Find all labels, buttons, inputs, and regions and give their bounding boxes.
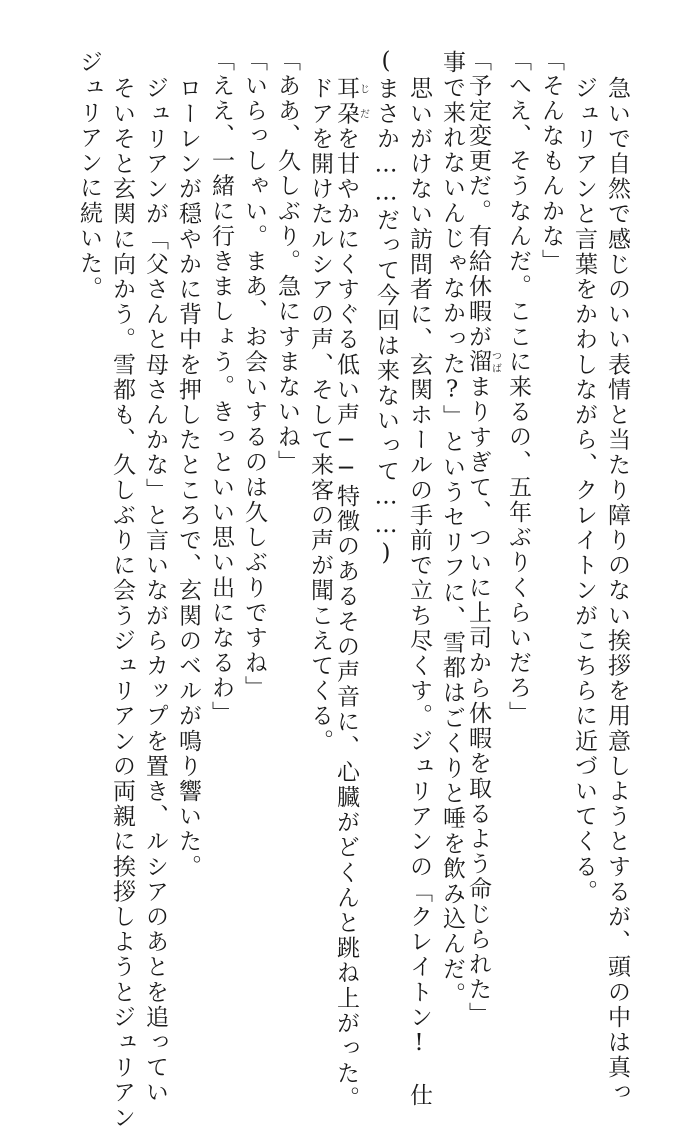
text-line-15: 「そんなもんかな」	[538, 48, 564, 274]
text-line-13	[465, 48, 501, 1027]
text-line-2: そいそと玄関に向かう。雪都も、久しぶりに会うジュリアンの両親に挨拶しようとジュリアン	[109, 76, 135, 1130]
text-line-4: ローレンが穏やかに背中を押したところで、玄関のベルが鳴り響いた。	[175, 76, 201, 880]
text-line-11: 思いがけない訪問者に、玄関ホールの手前で立ち尽くす。ジュリアンの「クレイトン! 仕	[406, 76, 432, 1109]
text-line-13-a: 「予定変更だ。有給休暇が	[465, 48, 491, 350]
text-line-13-b: まりすぎて、ついに上司から休暇を取るよう命じられた」	[465, 374, 491, 1027]
text-line-17: 急いで自然で感じのいい表情と当たり障りのない挨拶を用意しようとするが、頭の中は真っ	[604, 76, 630, 1106]
text-line-7: 「ああ、久しぶり。急にすまないね」	[274, 48, 300, 475]
text-line-14: 「へえ、そうなんだ。ここに来るの、五年ぶりくらいだろ」	[505, 48, 531, 726]
text-line-10: (まさか……だって今回は来ないって……)	[373, 48, 399, 568]
text-line-3: ジュリアンが「父さんと母さんかな」と言いながらカップを置き、ルシアのあとを追ってい	[142, 76, 168, 1106]
furigana-jida: じだ	[357, 76, 369, 127]
text-line-9	[333, 76, 369, 1112]
furigana-tsuba: つば	[489, 349, 501, 375]
text-line-1: ジュリアンに続いた。	[76, 50, 102, 301]
text-line-8: ドアを開けたルシアの声、そして来客の声が聞こえてくる。	[307, 76, 333, 754]
ruby-tsuba: 溜つば	[465, 349, 501, 375]
ruby-jida: 耳朶じだ	[333, 76, 369, 127]
text-line-9-rest: を甘やかにくすぐる低い声──特徴のあるその声音に、心臓がどくんと跳ね上がった。	[333, 126, 359, 1112]
text-line-12: 事で来れないんじゃなかった?」というセリフに、雪都はごくりと唾を飲み込んだ。	[439, 50, 465, 1007]
text-line-6: 「いらっしゃい。まあ、お会いするのは久しぶりですね」	[241, 48, 267, 701]
text-line-5: 「ええ、一緒に行きましょう。きっといい思い出になるわ」	[208, 48, 234, 726]
text-line-16: ジュリアンと言葉をかわしながら、クレイトンがこちらに近づいてくる。	[571, 76, 597, 905]
